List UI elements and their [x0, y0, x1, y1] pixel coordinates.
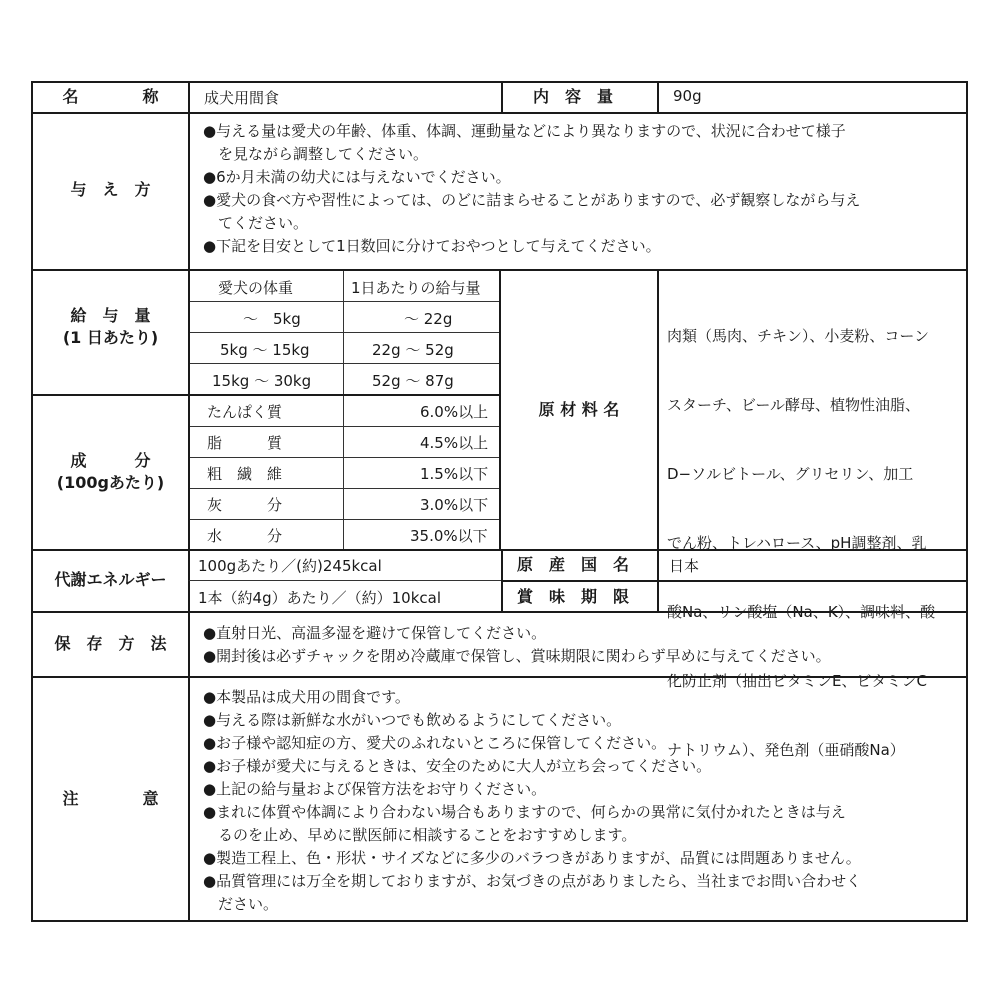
origin-label-cell	[501, 551, 657, 580]
product-info-table	[31, 81, 968, 922]
nutrient-name: 粗 繊 維	[207, 465, 283, 483]
energy-label-cell	[33, 551, 188, 611]
nutrient-value: 3.0%以下	[420, 496, 489, 514]
nutrient-name-cell	[190, 489, 343, 519]
text-line: ●直射日光、高温多湿を避けて保管してください。	[203, 624, 547, 642]
nutrient-value-cell	[344, 427, 499, 457]
expiry-label-cell	[501, 580, 657, 611]
text-line: ●与える際は新鮮な水がいつでも飲めるようにしてください。	[203, 711, 622, 729]
text-line: ●開封後は必ずチャックを閉め冷蔵庫で保管し、賞味期限に関わらず早めに与えてください。	[203, 647, 831, 665]
weight-cell	[190, 333, 343, 363]
amount-cell	[344, 364, 499, 394]
divider	[188, 678, 190, 920]
nutrient-value: 4.5%以上	[420, 434, 489, 452]
name-label: 名 称	[62, 87, 159, 106]
text-line: 酸Na、リン酸塩（Na、K）、調味料、酸	[667, 603, 936, 621]
content-value: 90g	[673, 87, 702, 105]
storage-label: 保 存 方 法	[54, 634, 167, 653]
caution-text	[203, 686, 861, 916]
amount-cell	[344, 302, 499, 332]
text-line: スターチ、ビール酵母、植物性油脂、	[667, 396, 921, 414]
text-line: ナトリウム）、発色剤（亜硝酸Na）	[667, 741, 905, 759]
energy-label: 代謝エネルギー	[54, 570, 167, 589]
energy-line2-cell	[188, 580, 501, 611]
nutrient-value-cell	[344, 520, 499, 549]
expiry-label: 賞 味 期 限	[516, 587, 629, 606]
header-weight-cell	[190, 271, 343, 301]
text-line: ●お子様や認知症の方、愛犬のふれないところに保管してください。	[203, 734, 667, 752]
text-line: ●まれに体質や体調により合わない場合もありますので、何らかの異常に気付かれたときは与え	[203, 803, 846, 821]
text-line: 化防止剤（抽出ビタミンE、ビタミンC	[667, 672, 927, 690]
weight-value: 〜 5kg	[228, 310, 301, 328]
nutrient-value-cell	[344, 489, 499, 519]
text-line: ●品質管理には万全を期しておりますが、お気づきの点がありましたら、当社までお問い合わせく	[203, 872, 862, 890]
expiry-value-cell	[657, 580, 966, 611]
text-line: ●製造工程上、色・形状・サイズなどに多少のバラつきがありますが、品質には問題ありません。	[203, 849, 861, 867]
divider	[188, 114, 190, 269]
nutrient-value-cell	[344, 396, 499, 426]
weight-cell	[190, 302, 343, 332]
energy-line1: 100gあたり／(約)245kcal	[198, 557, 382, 575]
nutrient-name: 脂 質	[207, 434, 283, 452]
analysis-label-cell	[33, 396, 188, 549]
nutrient-name-cell	[190, 520, 343, 549]
text-line: D−ソルビトール、グリセリン、加工	[667, 465, 914, 483]
content-value-cell	[657, 83, 966, 112]
raw-materials-label-cell	[501, 271, 657, 549]
feeding-method-label: 与 え 方	[70, 180, 151, 199]
caution-label: 注 意	[62, 789, 159, 808]
name-label-cell	[33, 83, 188, 112]
caution-label-cell	[33, 678, 188, 920]
energy-line1-cell	[188, 551, 501, 580]
nutrient-name: 灰 分	[207, 496, 283, 514]
text-line: ●本製品は成犬用の間食です。	[203, 688, 410, 706]
feeding-amount-label: 給 与 量 (1 日あたり)	[62, 306, 159, 347]
analysis-label: 成 分 (100gあたり)	[56, 451, 165, 492]
feeding-method-text	[203, 120, 860, 258]
feeding-amount-label-cell	[33, 271, 188, 394]
nutrient-value: 6.0%以上	[420, 403, 489, 421]
nutrient-name-cell	[190, 427, 343, 457]
text-line: ●愛犬の食べ方や習性によっては、のどに詰まらせることがありますので、必ず観察しながら与え	[203, 191, 861, 209]
content-label: 内 容 量	[532, 87, 613, 106]
text-line: てください。	[203, 214, 309, 232]
raw-materials-label: 原 材 料 名	[538, 400, 620, 419]
header-amount-cell	[344, 271, 499, 301]
text-line: ●下記を目安として1日数回に分けておやつとして与えてください。	[203, 237, 661, 255]
text-line: ●与える量は愛犬の年齢、体重、体調、運動量などにより異なりますので、状況に合わせて様子	[203, 122, 846, 140]
amount-value: 22g 〜 52g	[372, 341, 454, 359]
text-line: 肉類（馬肉、チキン）、小麦粉、コーン	[667, 327, 930, 345]
amount-value: 52g 〜 87g	[372, 372, 454, 390]
text-line: ●6か月未満の幼犬には与えないでください。	[203, 168, 511, 186]
text-line: ●お子様が愛犬に与えるときは、安全のために大人が立ち会ってください。	[203, 757, 712, 775]
nutrient-value: 35.0%以下	[410, 527, 488, 545]
storage-label-cell	[33, 613, 188, 676]
text-line: でん粉、トレハロース、pH調整剤、乳	[667, 534, 927, 552]
nutrient-value-cell	[344, 458, 499, 488]
text-line: ●上記の給与量および保管方法をお守りください。	[203, 780, 547, 798]
weight-value: 15kg 〜 30kg	[212, 372, 312, 390]
nutrient-name: たんぱく質	[207, 403, 283, 421]
weight-value: 5kg 〜 15kg	[220, 341, 310, 359]
energy-line2: 1本（約4g）あたり／（約）10kcal	[198, 589, 441, 607]
nutrient-name-cell	[190, 458, 343, 488]
name-value: 成犬用間食	[204, 89, 280, 107]
amount-value: 〜 22g	[404, 310, 453, 328]
header-weight: 愛犬の体重	[218, 279, 294, 297]
text-line: ださい。	[203, 895, 279, 913]
name-value-cell	[188, 83, 501, 112]
storage-text	[203, 622, 831, 668]
nutrient-name-cell	[190, 396, 343, 426]
amount-cell	[344, 333, 499, 363]
origin-label: 原 産 国 名	[516, 555, 629, 574]
origin-value: 日本	[669, 557, 700, 575]
content-label-cell	[501, 83, 657, 112]
divider	[188, 613, 190, 676]
nutrient-name: 水 分	[207, 527, 283, 545]
text-line: を見ながら調整してください。	[203, 145, 429, 163]
header-amount: 1日あたりの給与量	[351, 279, 481, 297]
text-line: るのを止め、早めに獣医師に相談することをおすすめします。	[203, 826, 637, 844]
nutrient-value: 1.5%以下	[420, 465, 489, 483]
feeding-method-label-cell	[33, 114, 188, 269]
weight-cell	[190, 364, 343, 394]
origin-value-cell	[657, 551, 966, 580]
